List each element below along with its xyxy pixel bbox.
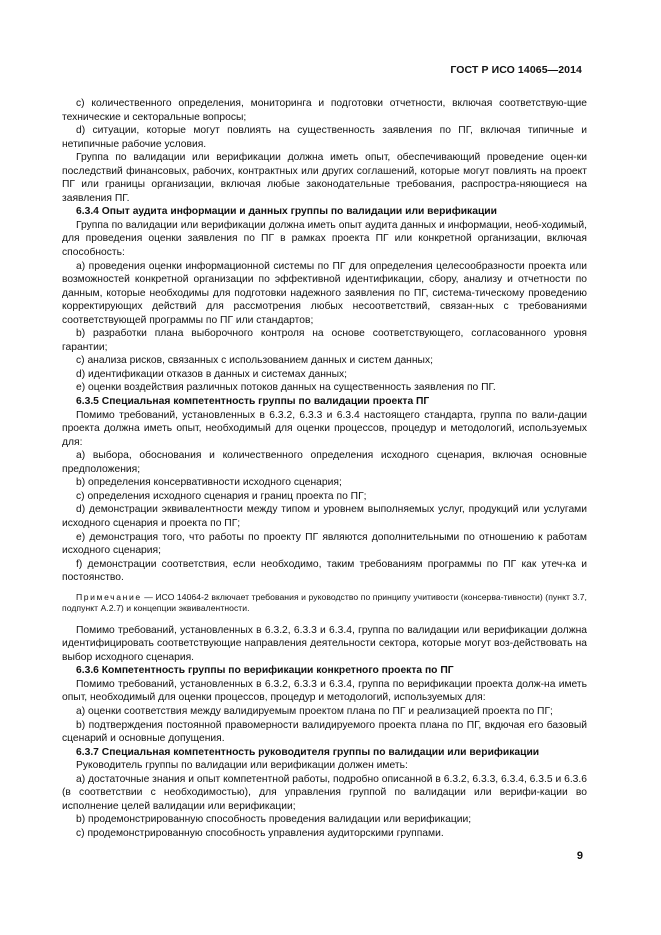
section-heading: 6.3.4 Опыт аудита информации и данных группы по валидации или верификации bbox=[76, 206, 497, 218]
note-label: Примечание bbox=[76, 591, 142, 602]
paragraph: c) продемонстрированную способность управления аудиторскими группами. bbox=[76, 827, 444, 839]
section-heading: 6.3.6 Компетентность группы по верификации конкретного проекта по ПГ bbox=[76, 665, 454, 677]
section-heading: 6.3.5 Специальная компетентность группы по валидации проекта ПГ bbox=[76, 396, 430, 408]
paragraph: d) ситуации, которые могут повлиять на существенность заявления по ПГ, включая типичные и нетипичные рабочие условия. bbox=[62, 125, 587, 150]
paragraph: a) выбора, обоснования и количественного определения исходного сценария, включая основные предположения; bbox=[62, 450, 587, 475]
paragraph: a) достаточные знания и опыт компетентной работы, подробно описанной в 6.3.2, 6.3.3, 6.3.4, 6.3.5 и 6.3.6 (в соответствии с необходимостью), для управления группой по валидации или верифи-кации во исполнение целей валидации или верификации; bbox=[62, 773, 587, 812]
paragraph: b) разработки плана выборочного контроля на основе соответствующего, согласованного уровня гарантии; bbox=[62, 328, 587, 353]
paragraph: d) идентификации отказов в данных и системах данных; bbox=[76, 368, 347, 380]
paragraph: Группа по валидации или верификации должна иметь опыт, обеспечивающий проведение оцен-ки последствий финансовых, рабочих, контрактных или других соглашений, которые могут повлиять на проект ПГ или границы организации, включая любые законодательные требования, распростра-няющиеся на заявления ПГ. bbox=[62, 152, 587, 204]
paragraph: Группа по валидации или верификации должна иметь опыт аудита данных и информации, необ-ходимый, для проведения оценки заявления по ПГ в рамках проекта ПГ или конкретной организации, включая способность: bbox=[62, 219, 587, 259]
text-block-1 bbox=[62, 97, 587, 585]
paragraph: b) подтверждения постоянной правомерности валидируемого проекта плана по ПГ, вкдючая его базовый сценарий и основные допущения. bbox=[62, 719, 587, 745]
paragraph: c) определения исходного сценария и границ проекта по ПГ; bbox=[76, 490, 367, 502]
paragraph: b) продемонстрированную способность проведения валидации или верификации; bbox=[76, 814, 472, 826]
paragraph: d) демонстрации эквивалентности между типом и уровнем выполняемых услуг, продукций или услугами исходного сценария и проекта по ПГ; bbox=[62, 504, 587, 529]
page-content bbox=[62, 97, 587, 840]
paragraph: c) количественного определения, мониторинга и подготовки отчетности, включая соответствую-щие технические и секторальные вопросы; bbox=[62, 98, 587, 123]
paragraph: c) анализа рисков, связанных с использованием данных и систем данных; bbox=[76, 355, 433, 367]
paragraph: a) оценки соответствия между валидируемым проектом плана по ПГ и реализацией проекта по ПГ; bbox=[76, 705, 553, 717]
section-heading: 6.3.7 Специальная компетентность руководителя группы по валидации или верификации bbox=[76, 746, 540, 758]
paragraph: e) оценки воздействия различных потоков данных на существенность заявления по ПГ. bbox=[76, 382, 496, 394]
paragraph: b) определения консервативности исходного сценария; bbox=[76, 477, 342, 489]
paragraph: f) демонстрации соответствия, если необходимо, таким требованиям программы по ПГ как утеч-ка и постоянство. bbox=[62, 558, 587, 584]
paragraph: a) проведения оценки информационной системы по ПГ для определения целесообразности проекта или возможностей конкретной организации по эффективной идентификации, сбору, анализу и отчетности по данным, которые необходимы для подготовки надежного заявления по ПГ, система-тическому проведению корректирующих действий для рассмотрения любых несоответствий, связан-ных с требованиями соответствующей программы по ПГ или стандартов; bbox=[62, 260, 587, 326]
paragraph: Руководитель группы по валидации или верификации должен иметь: bbox=[76, 760, 408, 772]
paragraph: e) демонстрация того, что работы по проекту ПГ являются дополнительными по отношению к работам исходного сценария; bbox=[62, 531, 587, 557]
note bbox=[62, 592, 587, 615]
paragraph: Помимо требований, установленных в 6.3.2, 6.3.3 и 6.3.4 настоящего стандарта, группа по вали-дации проекта должна иметь опыт, необходимый для оценки процессов, процедур и методологий, используемых для: bbox=[62, 409, 587, 448]
page-number: 9 bbox=[576, 850, 583, 862]
note-text: — ИСО 14064-2 включает требования и руководство по принципу учитивости (консерва-тивности) (пункт 3.7, подпункт А.2.7) и концепции эквивалентности. bbox=[62, 591, 587, 614]
document-header: ГОСТ Р ИСО 14065—2014 bbox=[450, 64, 582, 76]
paragraph: Помимо требований, установленных в 6.3.2, 6.3.3 и 6.3.4, группа по валидации или верификации должна идентифицировать соответствующие направления деятельности сектора, которые могут воз-действовать на выбор исходного сценария. bbox=[62, 624, 587, 663]
paragraph: Помимо требований, установленных в 6.3.2, 6.3.3 и 6.3.4, группа по верификации проекта долж-на иметь опыт, необходимый для оценки процессов, процедур и методологий, используемых для: bbox=[62, 678, 587, 704]
text-block-2 bbox=[62, 624, 587, 841]
